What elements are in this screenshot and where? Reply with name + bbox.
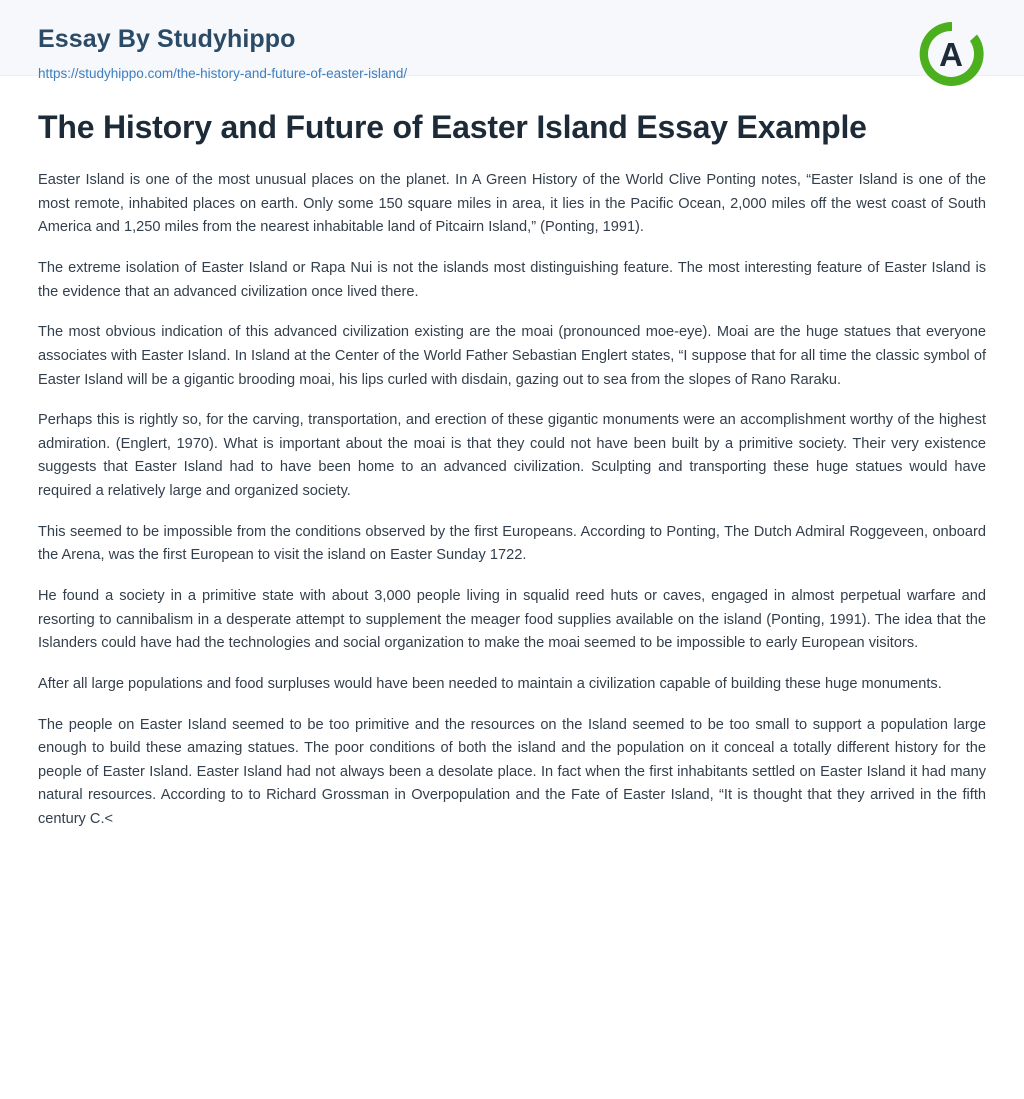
article-paragraph: Perhaps this is rightly so, for the carving, transportation, and erection of these gigantic monuments were an accomplishment worthy of the highest admiration. (Englert, 1970). What is important about the moai is that they could not have been built by a primitive society. Their very existence suggests that Easter Island had to have been home to an advanced civilization. Sculpting and transporting these huge statues would have required a relatively large and organized society. bbox=[38, 412, 986, 500]
site-brand: Essay By Studyhippo bbox=[38, 25, 296, 53]
svg-text:A: A bbox=[939, 36, 963, 73]
studyhippo-logo-icon bbox=[914, 16, 990, 92]
article-url-link[interactable]: https://studyhippo.com/the-history-and-future-of-easter-island/ bbox=[38, 65, 408, 81]
article-paragraph: After all large populations and food surpluses would have been needed to maintain a civilization capable of building these huge monuments. bbox=[38, 675, 942, 692]
article-paragraph: The extreme isolation of Easter Island or Rapa Nui is not the islands most distinguishing feature. The most interesting feature of Easter Island is the evidence that an advanced civilization once lived there. bbox=[38, 259, 986, 300]
article-paragraph: Easter Island is one of the most unusual places on the planet. In A Green History of the World Clive Ponting notes, “Easter Island is one of the most remote, inhabited places on earth. Only some 150 square miles in area, it lies in the Pacific Ocean, 2,000 miles off the west coast of South America and 1,250 miles from the nearest inhabitable land of Pitcairn Island,” (Ponting, 1991). bbox=[38, 172, 986, 236]
page-title: The History and Future of Easter Island Essay Example bbox=[38, 109, 867, 145]
article-paragraph: This seemed to be impossible from the conditions observed by the first Europeans. According to Ponting, The Dutch Admiral Roggeveen, onboard the Arena, was the first European to visit the island on Easter Sunday 1722. bbox=[38, 523, 986, 564]
article-paragraph: The people on Easter Island seemed to be too primitive and the resources on the Island seemed to be too small to support a population large enough to build these amazing statues. The poor conditions of both the island and the population on it conceal a totally different history for the people of Easter Island. Easter Island had not always been a desolate place. In fact when the first inhabitants settled on Easter Island it had many natural resources. According to to Richard Grossman in Overpopulation and the Fate of Easter Island, “It is thought that they arrived in the fifth century C.< bbox=[38, 716, 986, 828]
article-paragraph: He found a society in a primitive state with about 3,000 people living in squalid reed huts or caves, engaged in almost perpetual warfare and resorting to cannibalism in a desperate attempt to supplement the meager food supplies available on the island (Ponting, 1991). The idea that the Islanders could have had the technologies and social organization to make the moai seemed to be impossible to early European visitors. bbox=[38, 588, 986, 652]
article-body bbox=[0, 76, 1024, 872]
site-header bbox=[0, 0, 1024, 81]
article-paragraph: The most obvious indication of this advanced civilization existing are the moai (pronounced moe-eye). Moai are the huge statues that everyone associates with Easter Island. In Island at the Center of the World Father Sebastian Englert states, “I suppose that for all time the classic symbol of Easter Island will be a gigantic brooding moai, his lips curled with disdain, gazing out to sea from the slopes of Rano Raraku. bbox=[38, 324, 986, 388]
